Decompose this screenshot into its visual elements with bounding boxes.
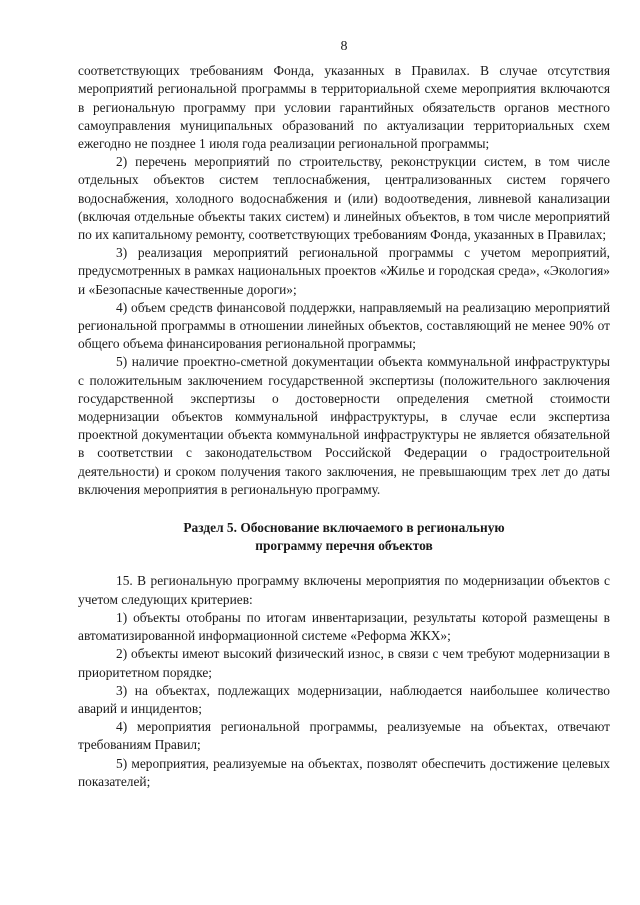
list-item: 2) перечень мероприятий по строительству, реконструкции систем, в том числе отдельных объектов систем теплоснабжения, централизованных систем горячего водоснабжения, холодного водоснабжения и (или) водоотведения, ливневой канализации (включая отдельные объекты таких систем) и линейных объектов, в том числе мероприятий по их капитальному ремонту, соответствующих требованиям Фонда, указанных в Правилах; xyxy=(78,154,610,243)
section-heading-line-2: программу перечня объектов xyxy=(255,538,433,554)
list-item: 5) мероприятия, реализуемые на объектах, позволят обеспечить достижение целевых показателей; xyxy=(78,755,610,789)
section-heading xyxy=(78,519,610,555)
list-item: 1) объекты отобраны по итогам инвентаризации, результаты которой размещены в автоматизированной информационной системе «Реформа ЖКХ»; xyxy=(78,609,610,644)
list-item: 4) мероприятия региональной программы, реализуемые на объектах, отвечают требованиям Правил; xyxy=(78,719,610,753)
document-page xyxy=(78,38,610,791)
page-number: 8 xyxy=(340,39,348,54)
list-item: 5) наличие проектно-сметной документации объекта коммунальной инфраструктуры с положительным заключением государственной экспертизы (положительного заключения государственной экспертизы о достоверности определения сметной стоимости модернизации объектов коммунальной инфраструктуры, в случае если экспертиза проектной документации объекта коммунальной инфраструктуры не является обязательной в соответствии с законодательством Российской Федерации о градостроительной деятельности) и сроком получения такого заключения, не превышающим трех лет до даты включения мероприятия в региональную программу. xyxy=(78,354,610,497)
list-item: 2) объекты имеют высокий физический износ, в связи с чем требуют модернизации в приоритетном порядке; xyxy=(78,646,610,680)
section-heading-line-1: Раздел 5. Обоснование включаемого в региональную xyxy=(183,520,505,536)
list-item: 4) объем средств финансовой поддержки, направляемый на реализацию мероприятий региональной программы в отношении линейных объектов, составляющий не менее 90% от общего объема финансирования региональной программы; xyxy=(78,299,610,352)
paragraph-continuation: соответствующих требованиям Фонда, указанных в Правилах. В случае отсутствия мероприятий региональной программы в территориальной схеме мероприятия включаются в региональную программу при условии гарантийных обязательств органов местного самоуправления муниципальных образований по актуализации территориальных схем ежегодно не позднее 1 июля года реализации региональной программы; xyxy=(78,63,610,152)
list-item: 3) реализация мероприятий региональной программы с учетом мероприятий, предусмотренных в рамках национальных проектов «Жилье и городская среда», «Экология» и «Безопасные качественные дороги»; xyxy=(78,245,610,297)
list-item: 3) на объектах, подлежащих модернизации, наблюдается наибольшее количество аварий и инцидентов; xyxy=(78,682,610,716)
paragraph: 15. В региональную программу включены мероприятия по модернизации объектов с учетом следующих критериев: xyxy=(78,573,610,607)
